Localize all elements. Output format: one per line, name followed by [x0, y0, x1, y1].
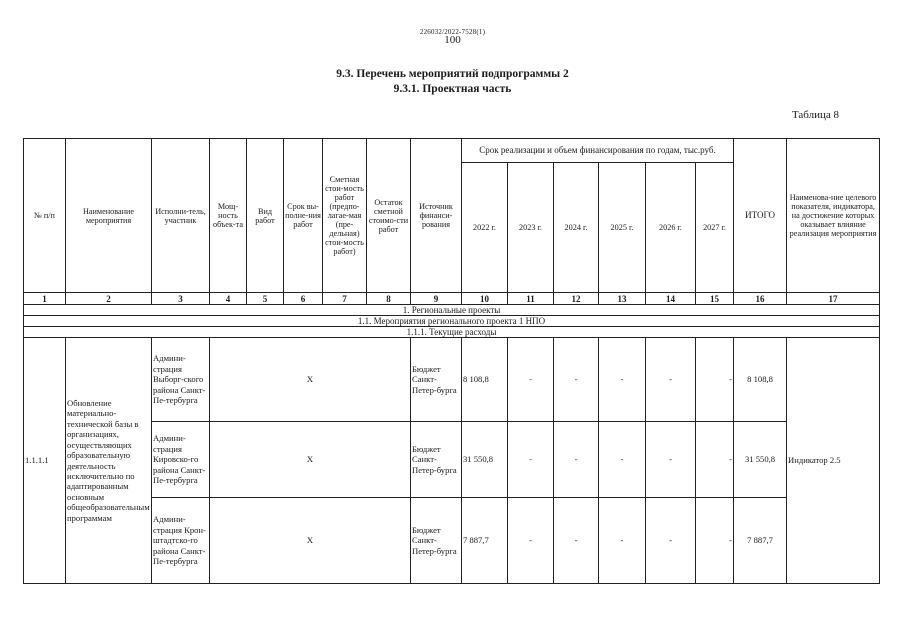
row-number: 1.1.1.1: [24, 338, 66, 584]
amount-total: 8 108,8: [734, 338, 787, 422]
section-regional-projects: 1. Региональные проекты: [24, 305, 880, 316]
page-number: 100: [444, 34, 461, 46]
header-total: ИТОГО: [734, 139, 787, 293]
x-mark: Х: [210, 422, 411, 498]
table-row: [24, 498, 880, 584]
header-estimate: Сметная стои-мость работ (предпо-лагае-мая (пре-дельная) стои-мость работ): [323, 139, 367, 293]
measures-table: [23, 138, 880, 584]
indicator: Индикатор 2.5: [787, 338, 880, 584]
column-number: 3: [152, 293, 210, 305]
amount-2022: 31 550,8: [462, 422, 508, 498]
amount-2024: -: [554, 338, 599, 422]
measure-name: Обновление материально-технической базы в организациях, осуществляющих образовательную деятельность исключительно по адаптированным основным общеобразовательным программам: [66, 338, 152, 584]
amount-2025: -: [599, 422, 646, 498]
column-number: 10: [462, 293, 508, 305]
header-work-type: Вид работ: [247, 139, 284, 293]
header-year: 2024 г.: [554, 163, 599, 293]
executor: Админи-страция Крон-штадтско-го района Санкт-Пе-тербурга: [152, 498, 210, 584]
header-name: Наименование мероприятия: [66, 139, 152, 293]
column-number: 14: [646, 293, 696, 305]
subsection-title: 9.3.1. Проектная часть: [393, 83, 512, 95]
column-number: 17: [787, 293, 880, 305]
header-period: Срок реализации и объем финансирования по годам, тыс.руб.: [462, 139, 734, 163]
amount-2024: -: [554, 498, 599, 584]
amount-2023: -: [508, 422, 554, 498]
amount-2026: -: [646, 498, 696, 584]
section-title: 9.3. Перечень мероприятий подпрограммы 2: [336, 68, 569, 80]
column-number: 6: [284, 293, 323, 305]
header-year: 2026 г.: [646, 163, 696, 293]
header-year: 2022 г.: [462, 163, 508, 293]
column-number-row: [24, 293, 880, 305]
amount-2023: -: [508, 498, 554, 584]
amount-total: 7 887,7: [734, 498, 787, 584]
header-capacity: Мощ-ность объек-та: [210, 139, 247, 293]
amount-2026: -: [646, 422, 696, 498]
header-remaining: Остаток сметной стоимо-сти работ: [367, 139, 411, 293]
amount-2027: -: [696, 498, 734, 584]
table-label: Таблица 8: [791, 109, 839, 121]
column-number: 15: [696, 293, 734, 305]
table-row: [24, 422, 880, 498]
amount-2025: -: [599, 498, 646, 584]
header-source: Источник финанси-рования: [411, 139, 462, 293]
funding-source: Бюджет Санкт-Петер-бурга: [411, 422, 462, 498]
x-mark: Х: [210, 498, 411, 584]
header-year: 2027 г.: [696, 163, 734, 293]
amount-2026: -: [646, 338, 696, 422]
amount-2022: 8 108,8: [462, 338, 508, 422]
column-number: 5: [247, 293, 284, 305]
header-indicator: Наименова-ние целевого показателя, индикатора, на достижение которых оказывает влияние реализация мероприятия: [787, 139, 880, 293]
executor: Админи-страция Выборг-ского района Санкт-Пе-тербурга: [152, 338, 210, 422]
column-number: 13: [599, 293, 646, 305]
x-mark: Х: [210, 338, 411, 422]
column-number: 8: [367, 293, 411, 305]
column-number: 4: [210, 293, 247, 305]
header-term: Срок вы-полне-ния работ: [284, 139, 323, 293]
column-number: 1: [24, 293, 66, 305]
amount-2025: -: [599, 338, 646, 422]
column-number: 11: [508, 293, 554, 305]
column-number: 7: [323, 293, 367, 305]
column-number: 9: [411, 293, 462, 305]
header-year: 2023 г.: [508, 163, 554, 293]
header-num: № п/п: [24, 139, 66, 293]
amount-2022: 7 887,7: [462, 498, 508, 584]
executor: Админи-страция Кировско-го района Санкт-Пе-тербурга: [152, 422, 210, 498]
document-id: 226032/2022-7528(1): [419, 28, 486, 36]
section-regional-project-1: 1.1. Мероприятия регионального проекта 1 НПО: [24, 316, 880, 327]
header-year: 2025 г.: [599, 163, 646, 293]
table-row: [24, 338, 880, 422]
column-number: 16: [734, 293, 787, 305]
amount-2027: -: [696, 338, 734, 422]
amount-2027: -: [696, 422, 734, 498]
header-executor: Исполни-тель, участник: [152, 139, 210, 293]
funding-source: Бюджет Санкт-Петер-бурга: [411, 338, 462, 422]
amount-2023: -: [508, 338, 554, 422]
column-number: 12: [554, 293, 599, 305]
funding-source: Бюджет Санкт-Петер-бурга: [411, 498, 462, 584]
amount-2024: -: [554, 422, 599, 498]
column-number: 2: [66, 293, 152, 305]
amount-total: 31 550,8: [734, 422, 787, 498]
section-current-expenses: 1.1.1. Текущие расходы: [24, 327, 880, 338]
